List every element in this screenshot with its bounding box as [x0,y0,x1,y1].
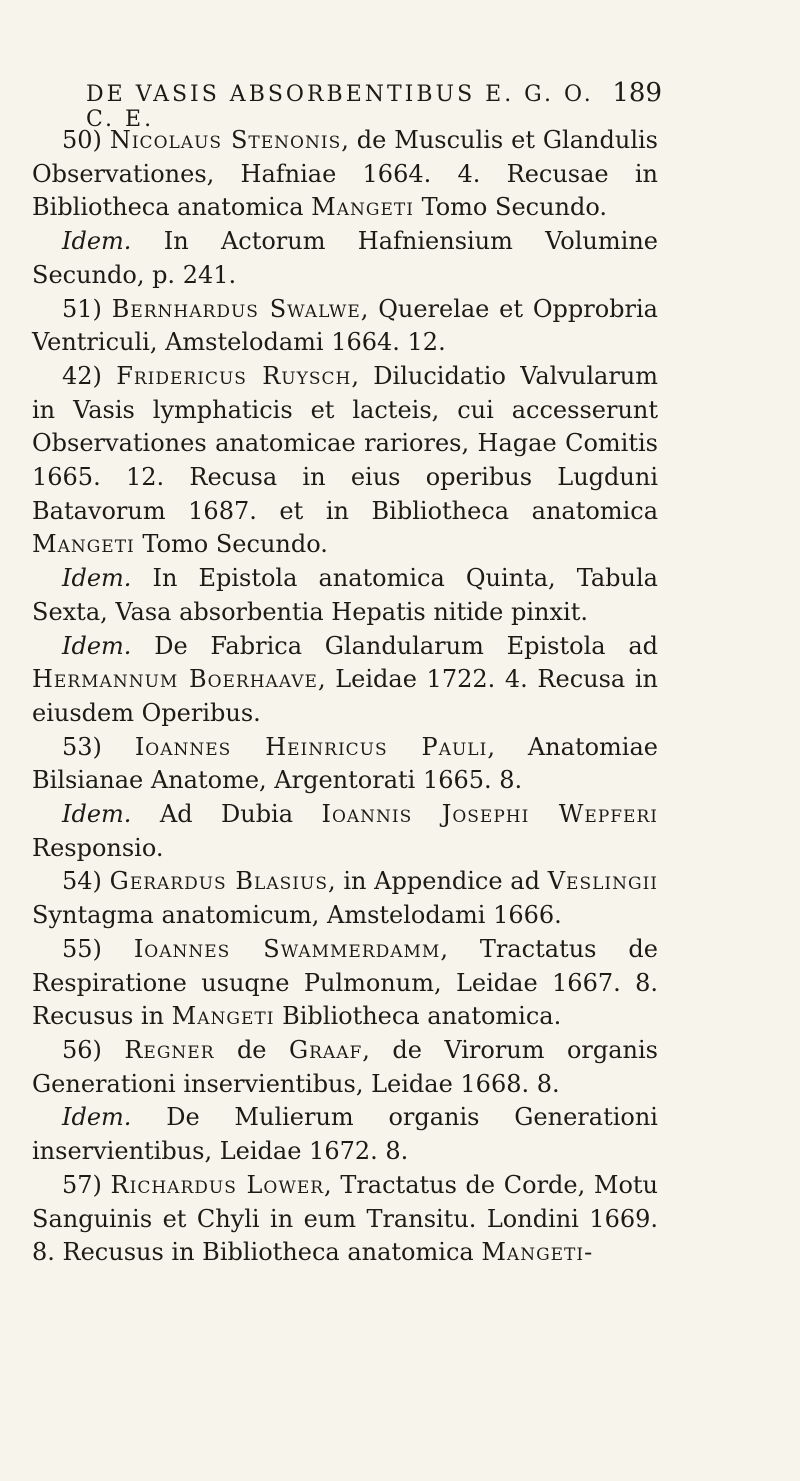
entry-reference: Mangeti [32,530,135,559]
bibliography-entry [32,293,658,360]
entry-number: 56) [62,1035,102,1064]
bibliography-entry [32,630,658,731]
entry-tail: , Leidae 1722. 4. Recusa in eiusdem Operibus. [32,665,659,727]
entry-author: Bernhardus Swalwe [111,294,361,323]
entry-reference: Ioannis Josephi Wepferi [321,800,658,829]
entry-number: 55) [62,934,102,963]
entry-author: Ioannes Swammerdamm [133,934,441,963]
bibliography-entry [32,225,658,292]
entry-author: Gerardus Blasius [109,867,328,896]
bibliography-entry [32,562,658,629]
entry-tail: - [584,1238,593,1267]
entry-number: 54) [62,867,102,896]
entry-author: Richardus Lower [110,1170,325,1199]
entry-text: , Tractatus de Respiratione usuqne Pulmonum, Leidae 1667. 8. Recusus in [32,934,658,1031]
entry-number: 51) [62,294,102,323]
entry-text: De Fabrica Glandularum Epistola ad [154,631,658,660]
entry-author: Ioannes Heinricus Pauli [134,732,488,761]
bibliography-entry [32,1101,658,1168]
entry-author: Fridericus Ruysch [116,361,352,390]
idem-label: Idem. [62,631,132,660]
entry-number: 50) [62,126,102,154]
bibliography-entry [32,1169,658,1270]
entry-reference: Mangeti [311,193,414,222]
idem-label: Idem. [62,800,132,829]
entry-tail: Bibliotheca anatomica. [282,1002,562,1031]
entry-text: De Mulierum organis Generationi inservientibus, Leidae 1672. 8. [32,1103,658,1166]
bibliography-entry [32,798,658,865]
entry-reference: Veslingii [547,867,658,896]
entry-reference: Hermannum Boerhaave [32,665,318,694]
entry-text: Ad Dubia [159,800,294,829]
entry-text: , de Musculis et Glandulis Observationes, Hafniae 1664. 4. Recusae in Bibliotheca anatomica [32,126,658,222]
entry-reference: Mangeti [171,1002,275,1031]
idem-label: Idem. [62,564,132,593]
entry-author: Nicolaus Stenonis [109,126,342,154]
idem-label: Idem. [62,227,132,256]
entry-text: , Querelae et Opprobria Ventriculi, Amstelodami 1664. 12. [32,294,658,357]
entry-text: , Anatomiae Bilsianae Anatome, Argentorati 1665. 8. [32,732,658,795]
entry-tail: Responsio. [32,833,164,862]
bibliography-entry [32,360,658,562]
entry-author: Regner [124,1035,215,1064]
text-body [32,124,658,1270]
entry-reference: Mangeti [481,1238,585,1267]
entry-number: 57) [62,1170,102,1199]
entry-tail: Syntagma anatomicum, Amstelodami 1666. [32,901,562,930]
entry-number: 42) [62,361,102,390]
bibliography-entry [32,1034,658,1101]
entry-text: , Dilucidatio Valvularum in Vasis lymphaticis et lacteis, cui accesserunt Observationes anatomicae rariores, Hagae Comitis 1665. 12. Recusa in eius operibus Lugduni Batavorum 1687. et in Bibliotheca anatomica [32,361,658,525]
entry-tail: , de Virorum organis Generationi inservientibus, Leidae 1668. 8. [32,1035,658,1098]
entry-tail: Tomo Secundo. [142,530,328,559]
entry-text: , in Appendice ad [327,867,540,896]
bibliography-entry [32,731,658,798]
entry-text: In Actorum Hafniensium Volumine Secundo, p. 241. [32,227,658,289]
bibliography-entry [32,124,658,225]
page-number: 189 [612,78,662,108]
entry-tail: Tomo Secundo. [421,193,608,222]
entry-number: 53) [62,732,102,761]
entry-reference: Graaf [288,1035,363,1064]
bibliography-entry [32,933,658,1034]
bibliography-entry [32,865,658,932]
idem-label: Idem. [62,1103,132,1132]
entry-text: de [236,1035,267,1064]
entry-text: In Epistola anatomica Quinta, Tabula Sexta, Vasa absorbentia Hepatis nitide pinxit. [32,564,658,626]
running-title: DE VASIS ABSORBENTIBUS E. G. O. C. E. [86,82,594,132]
entry-text: , Tractatus de Corde, Motu Sanguinis et Chyli in eum Transitu. Londini 1669. 8. Recusus in Bibliotheca anatomica [32,1170,658,1267]
